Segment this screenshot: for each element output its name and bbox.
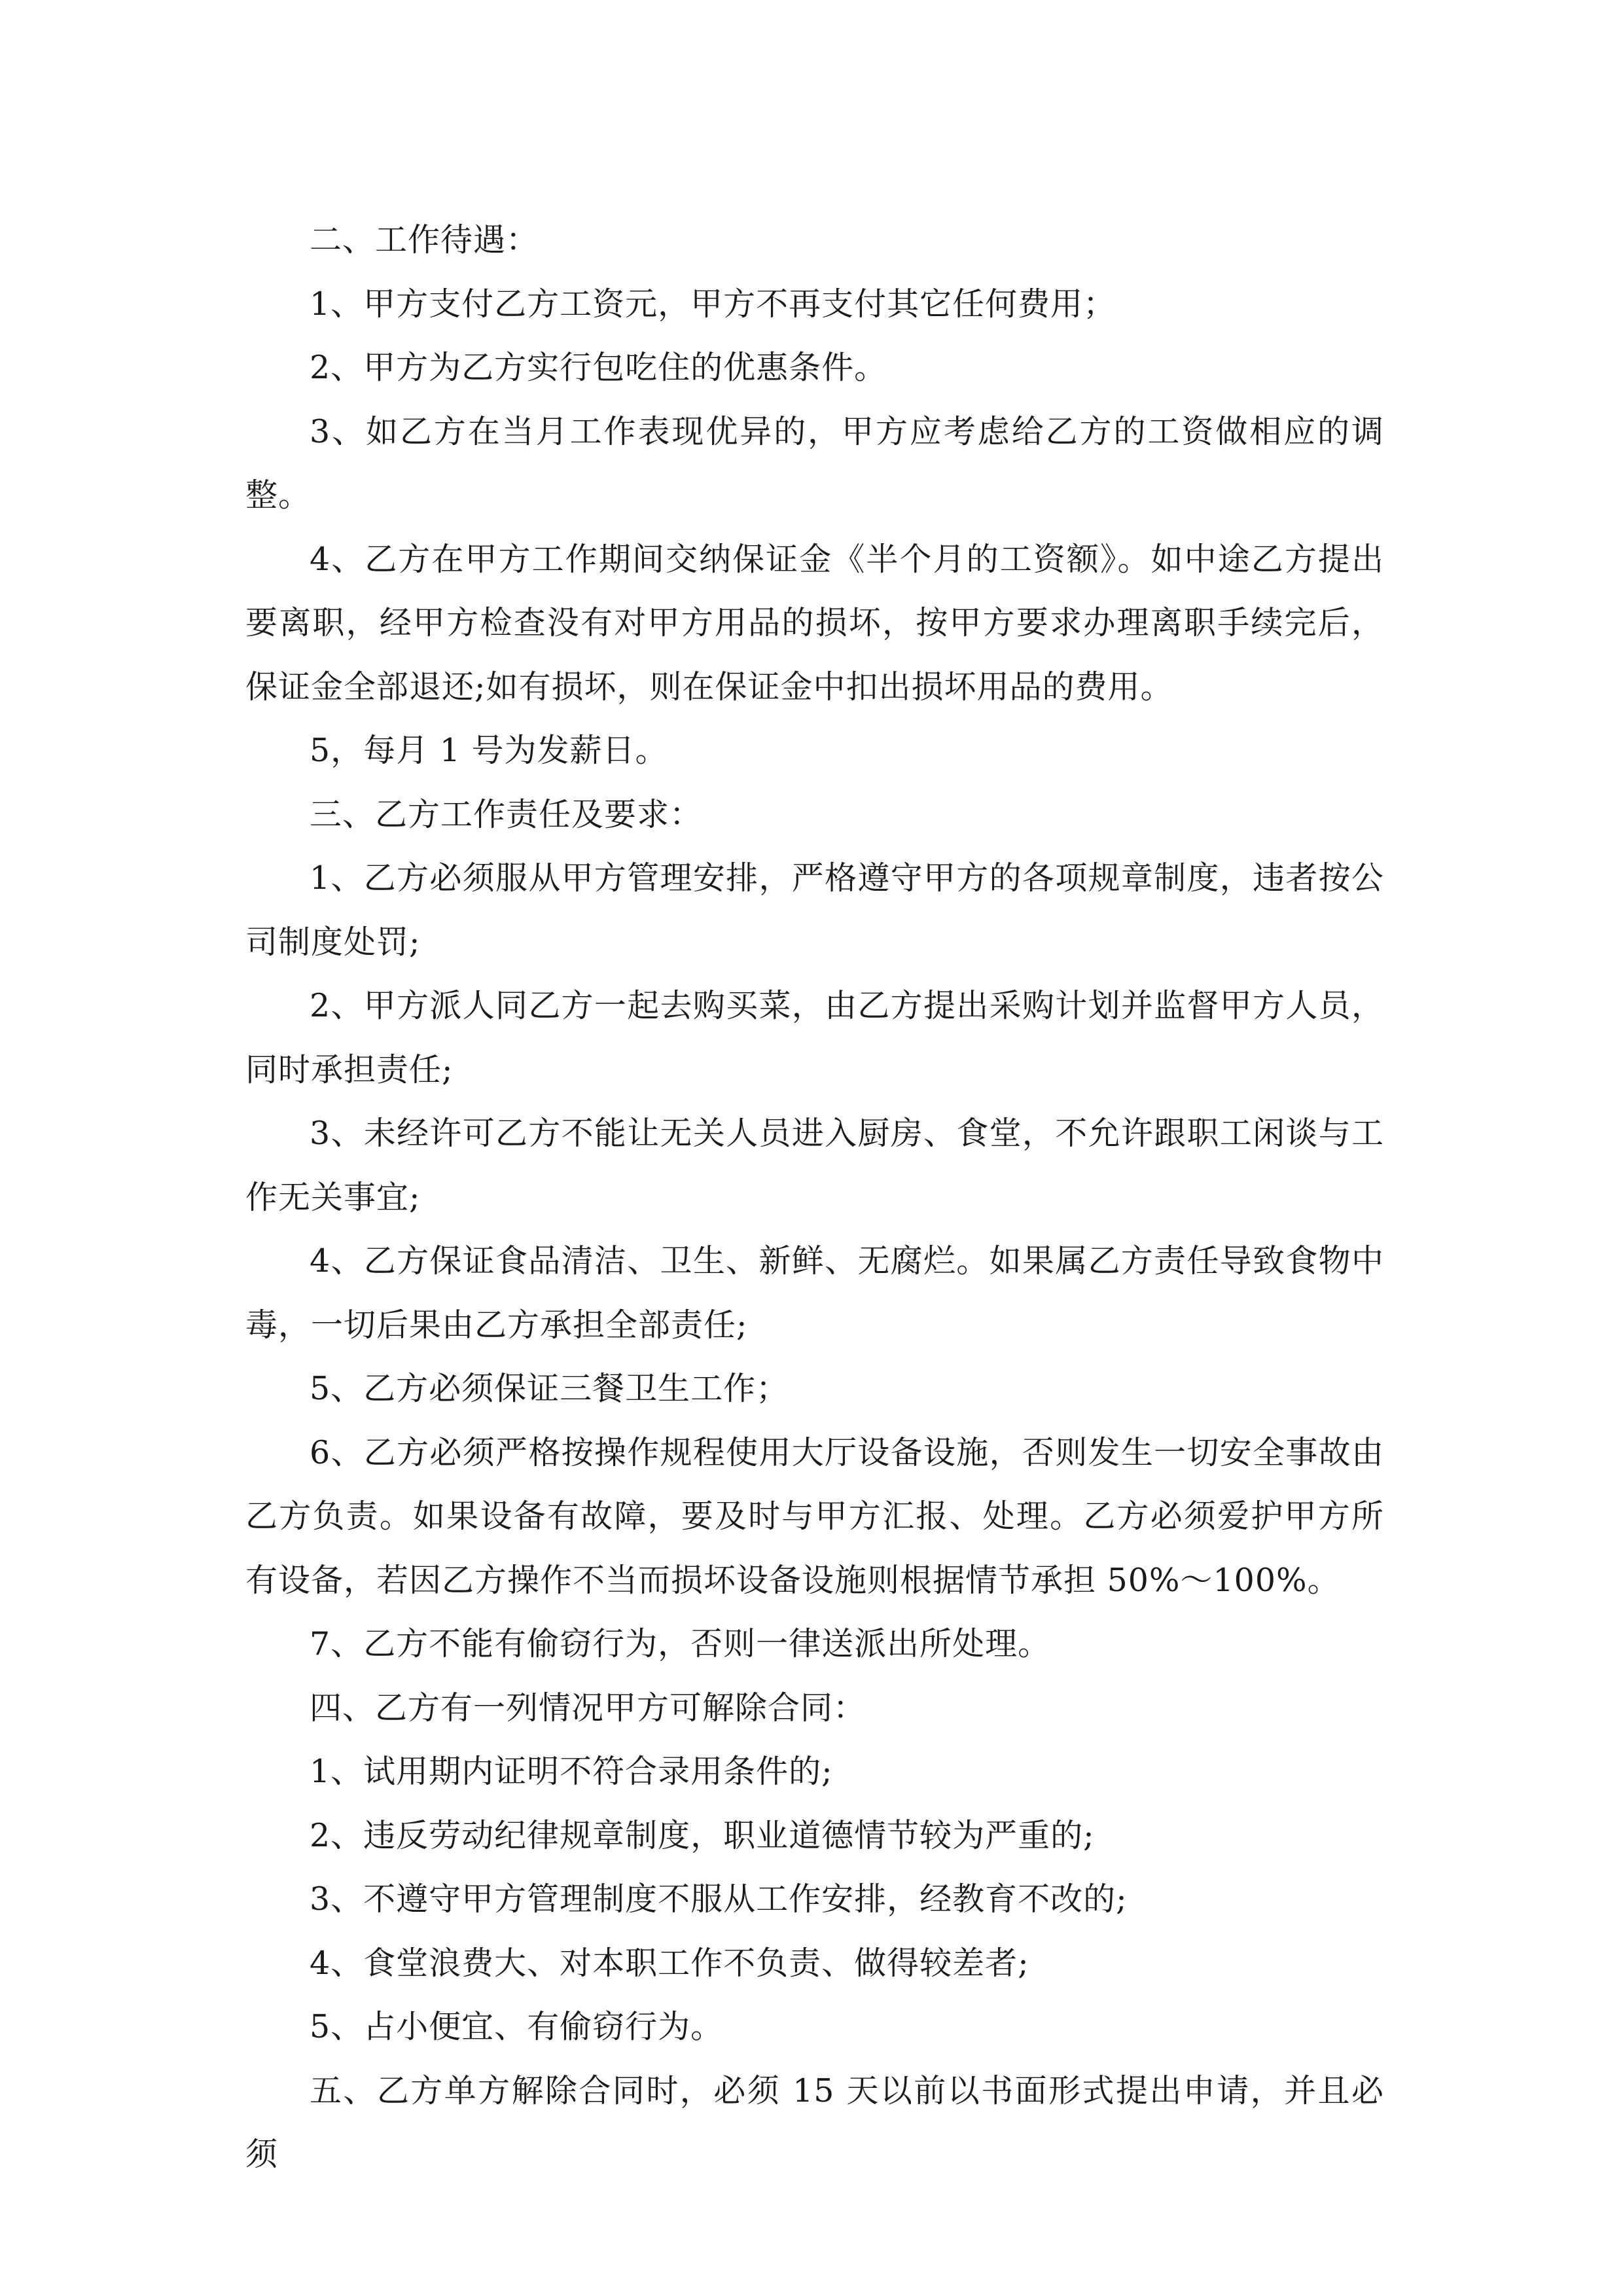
paragraph: 2、甲方派人同乙方一起去购买菜，由乙方提出采购计划并监督甲方人员，同时承担责任;	[245, 987, 1384, 1088]
paragraph: 4、食堂浪费大、对本职工作不负责、做得较差者;	[310, 1944, 1029, 1982]
paragraph: 5，每月 1 号为发薪日。	[310, 732, 668, 769]
paragraph: 1、乙方必须服从甲方管理安排，严格遵守甲方的各项规章制度，违者按公司制度处罚;	[245, 859, 1384, 961]
section-heading-4: 四、乙方有一列情况甲方可解除合同：	[310, 1689, 866, 1727]
paragraph: 1、试用期内证明不符合录用条件的;	[310, 1753, 833, 1790]
paragraph: 4、乙方保证食品清洁、卫生、新鲜、无腐烂。如果属乙方责任导致食物中毒，一切后果由乙方承担全部责任;	[245, 1242, 1384, 1344]
paragraph: 5、乙方必须保证三餐卫生工作；	[310, 1370, 789, 1407]
paragraph: 1、甲方支付乙方工资元，甲方不再支付其它任何费用；	[310, 285, 1116, 323]
paragraph: 5、占小便宜、有偷窃行为。	[310, 2008, 724, 2045]
paragraph: 2、违反劳动纪律规章制度，职业道德情节较为严重的;	[310, 1816, 1095, 1854]
section-heading-3: 三、乙方工作责任及要求：	[310, 795, 703, 833]
paragraph: 6、乙方必须严格按操作规程使用大厅设备设施，否则发生一切安全事故由乙方负责。如果设备有故障，要及时与甲方汇报、处理。乙方必须爱护甲方所有设备，若因乙方操作不当而损坏设备设施则根据情节承担 50%～100%。	[245, 1433, 1384, 1599]
paragraph: 2、甲方为乙方实行包吃住的优惠条件。	[310, 349, 887, 386]
paragraph: 4、乙方在甲方工作期间交纳保证金《半个月的工资额》。如中途乙方提出要离职，经甲方检查没有对甲方用品的损坏，按甲方要求办理离职手续完后，保证金全部退还;如有损坏，则在保证金中扣出损坏用品的费用。	[245, 540, 1384, 706]
paragraph: 3、未经许可乙方不能让无关人员进入厨房、食堂，不允许跟职工闲谈与工作无关事宜;	[245, 1115, 1384, 1216]
contract-body	[245, 208, 1384, 2187]
section-heading-2: 二、工作待遇：	[310, 221, 539, 259]
section-heading-5: 五、乙方单方解除合同时，必须 15 天以前以书面形式提出申请，并且必须	[245, 2072, 1384, 2173]
paragraph: 3、如乙方在当月工作表现优异的，甲方应考虑给乙方的工资做相应的调整。	[245, 412, 1384, 514]
paragraph: 7、乙方不能有偷窃行为，否则一律送派出所处理。	[310, 1625, 1051, 1662]
paragraph: 3、不遵守甲方管理制度不服从工作安排，经教育不改的;	[310, 1880, 1128, 1918]
